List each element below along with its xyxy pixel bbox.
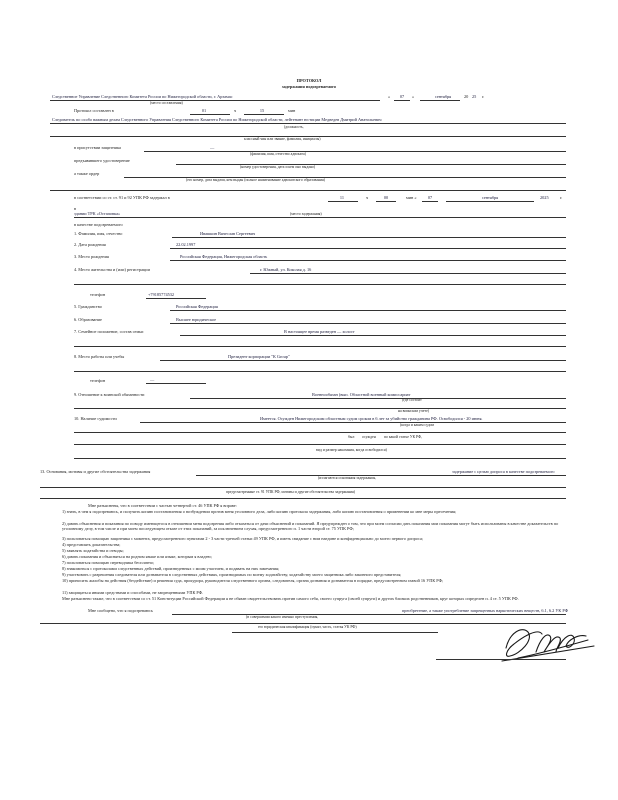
signature-line [436,659,566,660]
detention-hours: 11 [339,195,345,200]
officer-text: Следователь по особо важным делам Следственного Управления Следственного Комитета России по Нижегородской области, лейтенант юстиции Медведев Дмитрий Анатольевич [52,117,382,122]
defender-hint: (фамилия, имя, отчество адвоката) [250,152,306,156]
place-year-prefix: 20 [464,94,469,99]
detention-place-value: здании ТРК «Остаповка» [74,211,121,216]
field-5-label: 5. Гражданство [74,304,102,309]
field-1-label: 1. Фамилия, имя, отчество [74,231,123,236]
right-2: 2) давать объяснения и показания по поводу имеющегося в отношении меня подозрения либо отказаться от дачи объяснений и показаний. Я предупрежден о том, что при моем согласии дать показания мои показания могут быть использованы в качестве доказательств по уголовному делу, в том числе и при моем последующем отказе от этих показаний, за исключением случая, предусмотренного п. 1 части второй ст. 75 УПК РФ; [62,521,559,532]
right-11: 11) защищаться иными средствами и способами, не запрещенными УПК РФ. [62,590,204,595]
field-6-label: 6. Образование [74,317,102,322]
right-13: Мне сообщено, что я подозреваюсь [88,608,153,613]
field-3-label: 3. Место рождения [74,254,109,259]
field-1-value: Ивашкин Вячеслав Сергеевич [200,231,256,236]
field-10-hint: (когда и каким судом [400,423,434,427]
defender-label: в присутствии защитника [74,145,121,150]
time-label: Протокол составлен в [74,108,114,113]
phone2-value: — [150,377,155,382]
phone-value: +79185774532 [148,292,175,297]
field-13-hint2: предусмотренные ст. 91 УПК РФ, мотивы и другие обстоятельства задержания) [226,490,356,494]
place-underline [50,100,380,101]
right-12: Мне разъяснено также, что в соответствии со ст. 51 Конституции Российской Федерации я не обязан свидетельствовать против самого себя, своего супруга (своей супруги) и других близких родственников, круг которых определен п. 4 ст. 5 УПК РФ. [62,596,519,601]
detention-year: 2025 [540,195,549,200]
place-year: 25 [472,94,477,99]
place-day: 07 [399,94,405,99]
field-13-label: 13. Основания, мотивы и другие обстоятельства задержания [40,469,151,474]
detention-month: сентября [481,195,499,200]
detention-year-label: г. [560,195,563,200]
right-13-hint: (в совершении какого именно преступления, [246,615,319,619]
officer-hint: (должность, [284,125,304,129]
cert-label: предъявившего удостоверение [74,158,130,163]
place-hint: (место составления) [150,101,183,105]
detention-h-label: ч [366,195,369,200]
right-3: 3) пользоваться помощью защитника с момента, предусмотренного пунктами 2 - 3 части третьей статьи 49 УПК РФ, и иметь свидание с ним наедине и конфиденциально до моего первого допроса; [62,536,424,541]
field-10-hint2: был [348,435,355,439]
signature [498,618,598,668]
field-9-value: Военнообязан (вып. Областной военный комиссариат [312,392,411,397]
field-2-label: 2. Дата рождения [74,242,106,247]
order-label: а также ордер [74,171,100,176]
time-minutes: 15 [259,108,265,113]
right-14-hint: его юридическая квалификация (пункт, часть, статья УК РФ) [258,625,357,629]
right-13-value: преобретение, а также употребление запрещенных наркотических веществ, 6.1, 6.2 УК РФ [402,608,569,613]
field-4-label: 4. Место жительства и (или) регистрации [74,267,150,272]
field-3-value: Российская Федерация, Нижегородская область [180,254,268,259]
protocol-page: ПРОТОКОЛ задержания подозреваемого Следственное Управление Следственного Комитета России по Нижегородской области, г. Арзамас « 07 » сентября 20 25 г. (место составления) Протокол составлен в 01 ч 15 мин Следователь по особо важным делам Следственного Управления Следственного Комитета России по Нижегородской области, лейтенант юстиции Медведев Дмитрий Анатольевич (должность, классный чин или звание, фамилия, инициалы) в присутствии защитника — (фамилия, имя, отчество адвоката) предъявившего удостоверение (номер удостоверения, дата и кем оно выдано) а также ордер (его номер, дата выдачи, кем выдан (полное наименование адвокатского образования) в соответствии со ст. ст. 91 и 92 УПК РФ задержал в 11 ч 00 мин « 07 сентября 2025 г. в здании ТРК «Остаповка» (место задержания) в качестве подозреваемого 1. Фамилия, имя, отчество Ивашкин Вячеслав Сергеевич 2. Дата рождения 22.02.1997 3. Место рождения Российская Федерация, Нижегородская область 4. Место жительства и (или) регистрации г. Южный, ул. Коколая д. 16 телефон +79185774532 5. Гражданство Российская Федерация 6. Образование Высшее юридическое 7. Семейное положение, состав семьи В настоящее время разведен — холост 8. Место работы или учебы Президент корпорации "К Group" телефон — 9. Отношение к воинской обязанности Военнообязан (вып. Областной военный комиссариат (где состоит на воинском учете) 10. Наличие судимости Имеется. Осужден Нижегородским областным судом сроком в 6 лет за убийство гражданина РФ. Освободился - 20 июня. (когда и каким судом был осужден по какой статье УК РФ, вид и размер наказания, когда освободился) 13. Основания, мотивы и другие обстоятельства задержания задержание с целью допроса в качестве подозреваемого (излагаются основания задержания, предусмотренные ст. 91 УПК РФ, мотивы и другие обстоятельства задержания) Мне разъяснены, что в соответствии с частью четвертой ст. 46 УПК РФ я вправе: 1) знать, в чем я подозреваюсь, и получить копию постановления о возбуждении против меня уголовного дела, либо копию протокола задержания, либо копию постановления о применении ко мне меры пресечения; 2) давать объяснения и показания по поводу имеющегося в отношении меня подозрения либо отказаться от дачи объяснений и показаний. Я предупрежден о том, что при моем согласии дать показания мои показания могут быть использованы в качестве доказательств по уголовному делу, в том числе и при моем последующем отказе от этих показаний, за исключением случая, предусмотренного п. 1 части второй ст. 75 УПК РФ; 3) пользоваться помощью защитника с момента, предусмотренного пунктами 2 - 3 части третьей статьи 49 УПК РФ, и иметь свидание с ним наедине и конфиденциально до моего первого допроса; 4) представлять доказательства; 5) заявлять ходатайства и отводы; 6) давать показания и объясняться на родном языке или языке, которым я владею; 7) пользоваться помощью переводчика бесплатно; 8) знакомиться с протоколами следственных действий, произведенных с моим участием, и подавать на них замечания; 9) участвовать с разрешения следователя или дознавателя в следственных действиях, производимых по моему ходатайству, ходатайству моего защитника либо законного представителя; 10) приносить жалобы на действия (бездействие) и решения суда, прокурора, руководителя следственного органа, следователя, органа дознания и дознавателя в порядке, предусмотренном главой 16 УПК РФ; 11) защищаться иными средствами и способами, не запрещенными УПК РФ. Мне разъяснено также, что в соответствии со ст. 51 Конституции Российской Федерации я не обязан свидетельствовать против самого себя, своего супруга (своей супруги) и других близких родственников, круг которых определен п. 4 ст. 5 УПК РФ. Мне сообщено, что я подозреваюсь преобретение, а также употребление запрещенных наркотических веществ, 6.1, 6.2 УК РФ (в совершении какого именно преступления, его юридическая квалификация (пункт, часть, статья УК РФ) [0,0,618,800]
detention-label: в соответствии со ст. ст. 91 и 92 УПК РФ задержал в [74,195,170,200]
field-10-value: Имеется. Осужден Нижегородским областным судом сроком в 6 лет за убийство гражданина РФ. Освободился - 20 июня. [260,416,483,421]
rank-hint: классный чин или звание, фамилия, инициалы) [244,137,321,141]
time-h-label: ч [234,108,237,113]
right-4: 4) представлять доказательства; [62,542,121,547]
field-10-hint2b: осужден [362,435,376,439]
detention-day: 07 [427,195,433,200]
place-org: Следственное Управление Следственного Комитета России по Нижегородской области, г. Арзамас [52,94,233,99]
field-8-label: 8. Место работы или учебы [74,354,125,359]
detention-m-label: мин « [406,195,417,200]
document-title: ПРОТОКОЛ [296,78,322,83]
phone2-label: телефон [90,378,106,383]
detention-place-hint: (место задержания) [290,212,322,216]
field-2-value: 22.02.1997 [176,242,196,247]
field-10-hint2c: по какой статье УК РФ, [384,435,423,439]
document-subtitle: задержания подозреваемого [281,84,337,89]
field-7-value: В настоящее время разведен — холост [284,329,355,334]
right-8: 8) знакомиться с протоколами следственных действий, произведенных с моим участием, и подавать на них замечания; [62,566,280,571]
field-9-hint: (где состоит [402,398,422,402]
order-hint: (его номер, дата выдачи, кем выдан (полное наименование адвокатского образования) [186,178,325,182]
right-10: 10) приносить жалобы на действия (бездействие) и решения суда, прокурора, руководителя следственного органа, следователя, органа дознания и дознавателя в порядке, предусмотренном главой 16 УПК РФ; [62,578,444,583]
phone-label: телефон [90,292,106,297]
place-year-suffix: г. [482,94,485,99]
time-hours: 01 [201,108,207,113]
place-month: сентября [434,94,452,99]
field-13-value: задержание с целью допроса в качестве подозреваемого [452,469,555,474]
field-5-value: Российская Федерация [176,304,218,309]
right-1: 1) знать, в чем я подозреваюсь, и получить копию постановления о возбуждении против меня уголовного дела, либо копию протокола задержания, либо копию постановления о применении ко мне меры пресечения; [62,509,457,514]
role-label: в качестве подозреваемого [74,222,123,227]
time-m-label: мин [288,108,296,113]
field-13-hint: (излагаются основания задержания, [318,476,377,480]
field-4-value: г. Южный, ул. Коколая д. 16 [260,267,312,272]
detention-place-label: в [74,206,77,211]
defender-value: — [210,145,215,150]
right-6: 6) давать показания и объясняться на родном языке или языке, которым я владею; [62,554,212,559]
field-9-hint2: на воинском учете) [398,409,430,413]
cert-hint: (номер удостоверения, дата и кем оно выдано) [240,165,316,169]
field-9-label: 9. Отношение к воинской обязанности [74,392,145,397]
field-7-label: 7. Семейное положение, состав семьи [74,329,144,334]
rights-intro: Мне разъяснены, что в соответствии с частью четвертой ст. 46 УПК РФ я вправе: [88,503,237,508]
field-10-label: 10. Наличие судимости [74,416,117,421]
detention-minutes: 00 [383,195,389,200]
right-5: 5) заявлять ходатайства и отводы; [62,548,124,553]
field-10-hint3: вид и размер наказания, когда освободился) [316,448,387,452]
field-6-value: Высшее юридическое [176,317,217,322]
right-9: 9) участвовать с разрешения следователя или дознавателя в следственных действиях, производимых по моему ходатайству, ходатайству моего защитника либо законного представителя; [62,572,402,577]
right-7: 7) пользоваться помощью переводчика бесплатно; [62,560,155,565]
field-8-value: Президент корпорации "К Group" [228,354,290,359]
